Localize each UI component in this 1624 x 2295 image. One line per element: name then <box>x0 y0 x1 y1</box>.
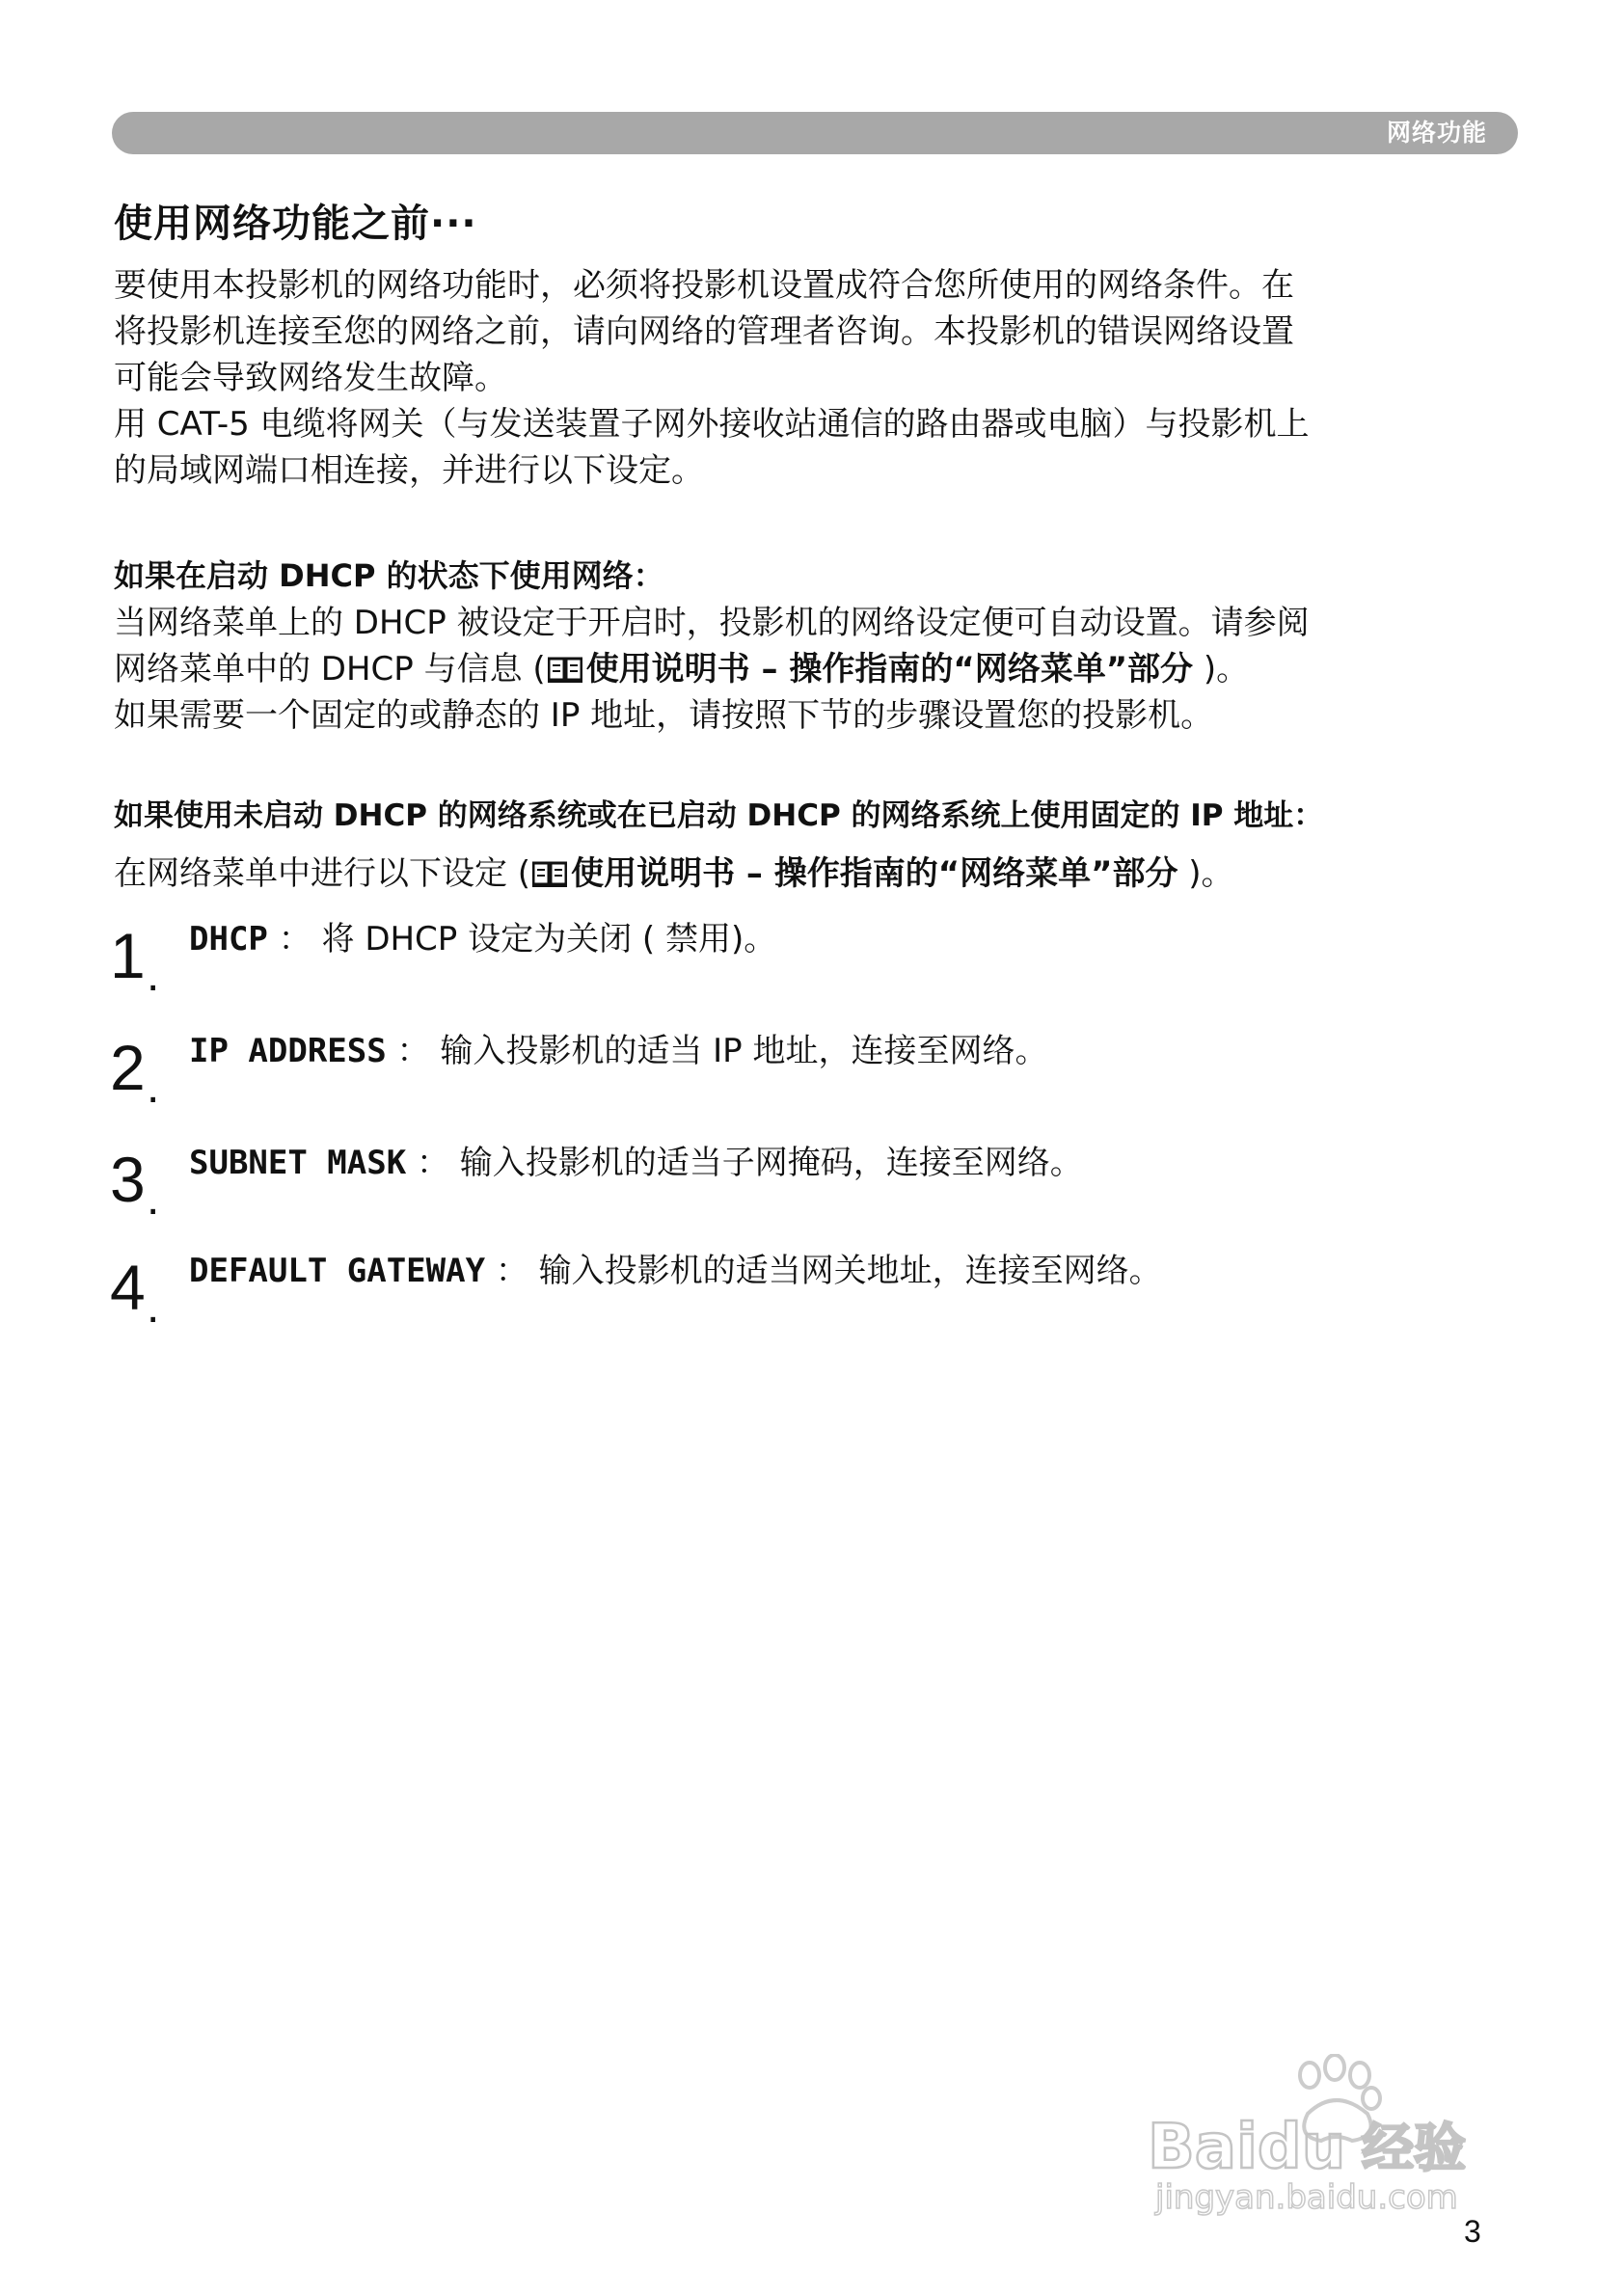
step-desc: ： 将 DHCP 设定为关闭 ( 禁用)。 <box>267 920 777 958</box>
intro-line: 用 CAT-5 电缆将网关（与发送装置子网外接收站通信的路由器或电脑）与投影机上 <box>114 405 1310 444</box>
step-dot: . <box>147 950 160 1001</box>
step-text <box>189 918 776 960</box>
step-text <box>189 1250 1162 1292</box>
step-number: 3 <box>110 1144 146 1215</box>
book-icon <box>532 861 567 888</box>
step-desc: ： 输入投影机的适当网关地址，连接至网络。 <box>485 1252 1162 1290</box>
intro-line: 可能会导致网络发生故障。 <box>114 359 507 397</box>
header-bar <box>112 112 1518 154</box>
dhcp-off-ref-suffix: )。 <box>1177 854 1234 893</box>
section-label: 网络功能 <box>1386 119 1487 147</box>
step-term: IP ADDRESS <box>189 1032 387 1070</box>
dhcp-on-ref-prefix: 网络菜单中的 DHCP 与信息 ( <box>114 650 546 688</box>
step-term: DEFAULT GATEWAY <box>189 1252 486 1290</box>
dhcp-off-ref-line <box>114 849 1234 899</box>
watermark-cn: 经验 <box>1362 2118 1466 2178</box>
dhcp-off-heading: 如果使用未启动 DHCP 的网络系统或在已启动 DHCP 的网络系统上使用固定的 IP 地址： <box>114 798 1324 833</box>
watermark-url: jingyan.baidu.com <box>1155 2178 1458 2217</box>
step-dot: . <box>147 1174 160 1225</box>
baidu-watermark-logo <box>1138 2054 1543 2218</box>
page-number: 3 <box>1464 2214 1481 2249</box>
step-desc: ： 输入投影机的适当子网掩码，连接至网络。 <box>406 1144 1083 1182</box>
step-number: 4 <box>110 1252 146 1323</box>
dhcp-on-line: 如果需要一个固定的或静态的 IP 地址，请按照下节的步骤设置您的投影机。 <box>114 696 1214 735</box>
dhcp-on-heading: 如果在启动 DHCP 的状态下使用网络： <box>114 557 664 594</box>
step-number: 1 <box>110 920 146 991</box>
step-term: DHCP <box>189 920 268 958</box>
watermark-brand: Baidu <box>1148 2112 1346 2183</box>
step-text <box>189 1142 1083 1184</box>
intro-line: 将投影机连接至您的网络之前，请向网络的管理者咨询。本投影机的错误网络设置 <box>114 312 1294 351</box>
step-dot: . <box>147 1062 160 1113</box>
book-icon <box>548 657 582 684</box>
manual-reference-link[interactable]: 使用说明书 – 操作指南的“网络菜单”部分 <box>585 650 1194 688</box>
dhcp-on-line: 当网络菜单上的 DHCP 被设定于开启时，投影机的网络设定便可自动设置。请参阅 <box>114 604 1310 642</box>
intro-line: 的局域网端口相连接，并进行以下设定。 <box>114 451 704 490</box>
dhcp-on-ref-suffix: )。 <box>1193 650 1250 688</box>
step-desc: ： 输入投影机的适当 IP 地址，连接至网络。 <box>386 1032 1048 1070</box>
step-text <box>189 1030 1047 1072</box>
step-number: 2 <box>110 1032 146 1103</box>
dhcp-off-ref-prefix: 在网络菜单中进行以下设定 ( <box>114 854 531 893</box>
step-dot: . <box>147 1282 160 1333</box>
page-title: 使用网络功能之前··· <box>114 202 477 246</box>
step-term: SUBNET MASK <box>189 1144 407 1182</box>
dhcp-on-ref-line <box>114 644 1249 694</box>
manual-reference-link[interactable]: 使用说明书 – 操作指南的“网络菜单”部分 <box>571 854 1178 893</box>
intro-line: 要使用本投影机的网络功能时，必须将投影机设置成符合您所使用的网络条件。在 <box>114 266 1294 305</box>
